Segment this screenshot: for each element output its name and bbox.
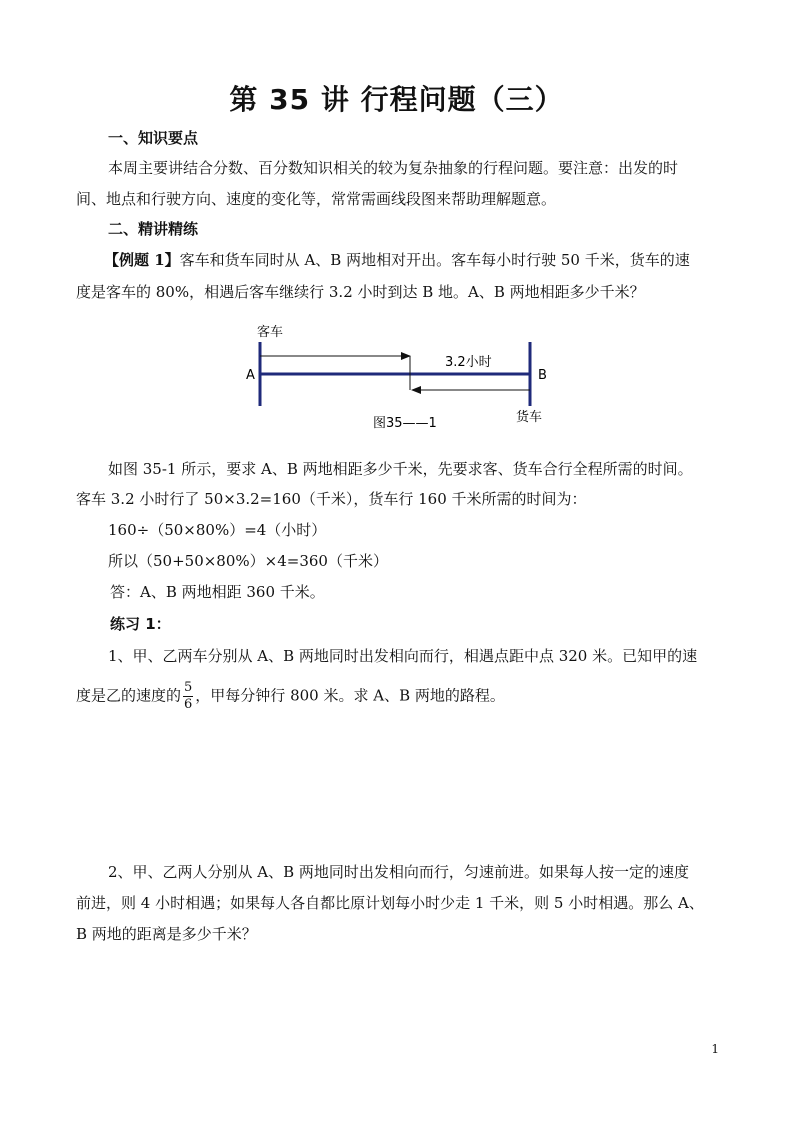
label-bus: 客车 (257, 325, 284, 340)
solution-answer: 答：A、B 两地相距 360 千米。 (110, 583, 325, 601)
solution-line-4: 所以（50+50×80%）×4=360（千米） (108, 552, 388, 570)
label-time: 3.2小时 (445, 355, 492, 370)
fraction-denominator: 6 (184, 697, 193, 712)
question-1-line-2 (76, 680, 505, 713)
solution-line-2: 客车 3.2 小时行了 50×3.2=160（千米），货车行 160 千米所需的时间为： (76, 490, 587, 508)
example-1-line-1 (104, 249, 690, 270)
fraction-five-sixths (183, 680, 193, 713)
section-heading-practice: 二、精讲精练 (108, 220, 199, 238)
solution-line-3: 160÷（50×80%）=4（小时） (108, 521, 327, 539)
question-2-line-1: 2、甲、乙两人分别从 A、B 两地同时出发相向而行，匀速前进。如果每人按一定的速度 (108, 863, 689, 881)
label-a: A (246, 368, 255, 383)
label-b: B (538, 368, 547, 383)
example-1-text: 客车和货车同时从 A、B 两地相对开出。客车每小时行驶 50 千米，货车的速 (179, 251, 690, 269)
knowledge-text-line-1: 本周主要讲结合分数、百分数知识相关的较为复杂抽象的行程问题。要注意：出发的时 (108, 159, 679, 177)
page-number: 1 (711, 1042, 719, 1056)
figure-caption: 图35——1 (373, 416, 437, 431)
figure-35-1 (240, 318, 560, 436)
question-2-line-2: 前进，则 4 小时相遇；如果每人各自都比原计划每小时少走 1 千米，则 5 小时相遇。那么 A、 (76, 894, 704, 912)
section-heading-knowledge: 一、知识要点 (108, 129, 199, 147)
label-truck: 货车 (516, 410, 543, 425)
example-1-label: 【例题 1】 (104, 251, 180, 269)
page-title: 第 35 讲 行程问题（三） (229, 83, 564, 116)
fraction-numerator: 5 (184, 680, 193, 695)
question-1-text-post: ，甲每分钟行 800 米。求 A、B 两地的路程。 (195, 686, 505, 705)
question-1-line-1: 1、甲、乙两车分别从 A、B 两地同时出发相向而行，相遇点距中点 320 米。已知甲的速 (108, 647, 698, 665)
solution-line-1: 如图 35-1 所示，要求 A、B 两地相距多少千米，先要求客、货车合行全程所需的时间。 (108, 460, 693, 478)
question-2-line-3: B 两地的距离是多少千米？ (76, 925, 257, 943)
example-1-line-2: 度是客车的 80%，相遇后客车继续行 3.2 小时到达 B 地。A、B 两地相距多少千米？ (76, 283, 645, 301)
knowledge-text-line-2: 间、地点和行驶方向、速度的变化等，常常需画线段图来帮助理解题意。 (76, 190, 557, 208)
practice-heading: 练习 1： (110, 615, 171, 633)
question-1-text-pre: 度是乙的速度的 (76, 686, 182, 705)
